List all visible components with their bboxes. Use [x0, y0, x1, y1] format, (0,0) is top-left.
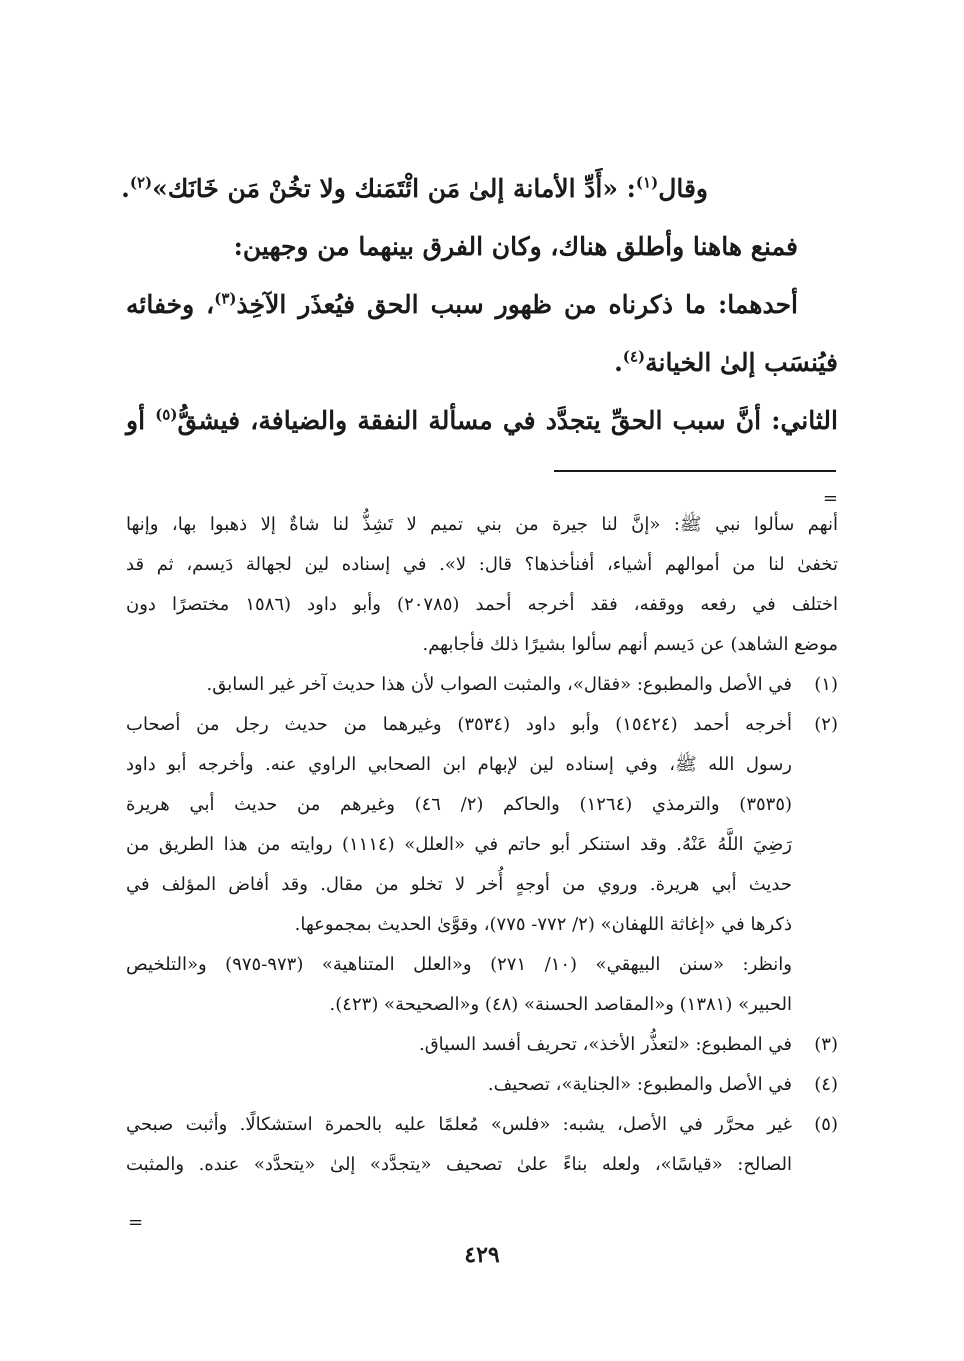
main-line-2: فمنع هاهنا وأطلق هناك، وكان الفرق بينهما من وجهين: — [233, 232, 798, 261]
footnote-2: (٢) أخرجه أحمد (١٥٤٢٤) وأبو داود (٣٥٣٤) وغيرهما من حديث رجل من أصحاب — [126, 705, 838, 745]
footnote-divider — [554, 470, 836, 472]
footnote-number: (١) — [814, 674, 838, 695]
footnote-2-line: الحبير» (١٣٨١) و«المقاصد الحسنة» (٤٨) و«الصحيحة» (٤٢٣). — [329, 994, 792, 1015]
continuation-mark-top: = — [822, 488, 838, 509]
footnote-2-line: رَضِيَ اللَّهُ عَنْهُ. وقد استنكر أبو حاتم في «العلل» (١١١٤) روايته من هذا الطريق من — [126, 834, 792, 855]
footnote-2-line: حديث أبي هريرة. وروي من أوجهٍ أُخر لا تخلو من مقال. وقد أفاض المؤلف في — [126, 874, 792, 895]
continuation-mark-bottom: = — [128, 1212, 144, 1233]
main-line-4: فيُنسَب إلىٰ الخيانة$^{(٤)}$. — [614, 347, 838, 377]
footnote-ref-5[interactable]: (٥) — [155, 405, 178, 424]
footnote-number: (٥) — [814, 1114, 838, 1135]
footnote-3: (٣) في المطبوع: «لتعذُّر الأخذ»، تحريف أفسد السياق. — [126, 1025, 838, 1065]
continued-note-line: أنهم سألوا نبي ﷺ: «إنَّ لنا جيرة من بني تميم لا تَشِذُّ لنا شاةٌ إلا ذهبوا بها، وإنها — [126, 514, 838, 535]
footnote-5: (٥) غير محرَّر في الأصل، يشبه: «فلس» مُعلمًا عليه بالحمرة استشكالًا. وأثبت صبحي — [126, 1105, 838, 1145]
footnote-number: (٤) — [814, 1074, 838, 1095]
footnotes — [126, 505, 838, 1185]
footnote-4: (٤) في الأصل والمطبوع: «الجناية»، تصحيف. — [126, 1065, 838, 1105]
page-number: ٤٢٩ — [464, 1242, 500, 1268]
main-text — [121, 160, 838, 450]
footnote-ref-2[interactable]: (٢) — [129, 173, 153, 192]
footnote-1: (١) في الأصل والمطبوع: «فقال»، والمثبت الصواب لأن هذا حديث آخر غير السابق. — [126, 665, 838, 705]
footnote-number: (٣) — [814, 1034, 838, 1055]
continued-note-line: اختلف في رفعه ووقفه، فقد أخرجه أحمد (٢٠٧٨٥) وأبو داود (١٥٨٦ مختصرًا دون — [126, 594, 839, 615]
main-line-1: وقال$^{(١)}$: «أَدِّ الأمانة إلىٰ مَن ائْتَمَنك ولا تخُنْ مَن خَانَك»$^{(٢)}$. — [121, 173, 708, 203]
continued-note-line: تخفىٰ لنا من أموالهم أشياء، أفنأخذها؟ قال: لا». في إسناده لين لجهالة دَيسم، ثم قد — [126, 554, 838, 575]
footnote-2-line: وانظر: «سنن البيهقي» (١٠/ ٢٧١) و«العلل المتناهية» (٩٧٣-٩٧٥) و«التلخيص — [126, 954, 792, 975]
footnote-2-line: (٣٥٣٥) والترمذي (١٢٦٤) والحاكم (٢/ ٤٦) وغيرهم من حديث أبي هريرة — [126, 794, 793, 815]
footnote-5-line: الصالح: «قياسًا»، ولعله بناءً علىٰ تصحيف «يتجدَّد» إلىٰ «يتحدَّد» عنده. والمثبت — [126, 1154, 792, 1175]
footnote-ref-4[interactable]: (٤) — [622, 347, 646, 366]
footnote-number: (٢) — [814, 714, 838, 735]
main-line-3: أحدهما: ما ذكرناه من ظهور سبب الحق فيُعذَر الآخِذ$^{(٣)}$، وخفائه — [126, 289, 798, 319]
footnote-2-line: رسول الله ﷺ، وفي إسناده لين لإبهام ابن الصحابي الراوي عنه. وأخرجه أبو داود — [126, 754, 792, 775]
footnote-2-line: ذكرها في «إغاثة اللهفان» (٢/ ٧٧٢- ٧٧٥)، وقوَّىٰ الحديث بمجموعها. — [294, 914, 792, 935]
main-line-5: الثاني: أنَّ سبب الحقِّ يتجدَّد في مسألة النفقة والضيافة، فيشقُّ$^{(٥)}$ أو — [126, 405, 838, 435]
footnote-ref-1[interactable]: (١) — [635, 173, 659, 192]
continued-note-line: موضع الشاهد) عن دَيسم أنهم سألوا بشيرًا ذلك فأجابهم. — [422, 634, 838, 655]
footnote-ref-3[interactable]: (٣) — [214, 289, 237, 308]
